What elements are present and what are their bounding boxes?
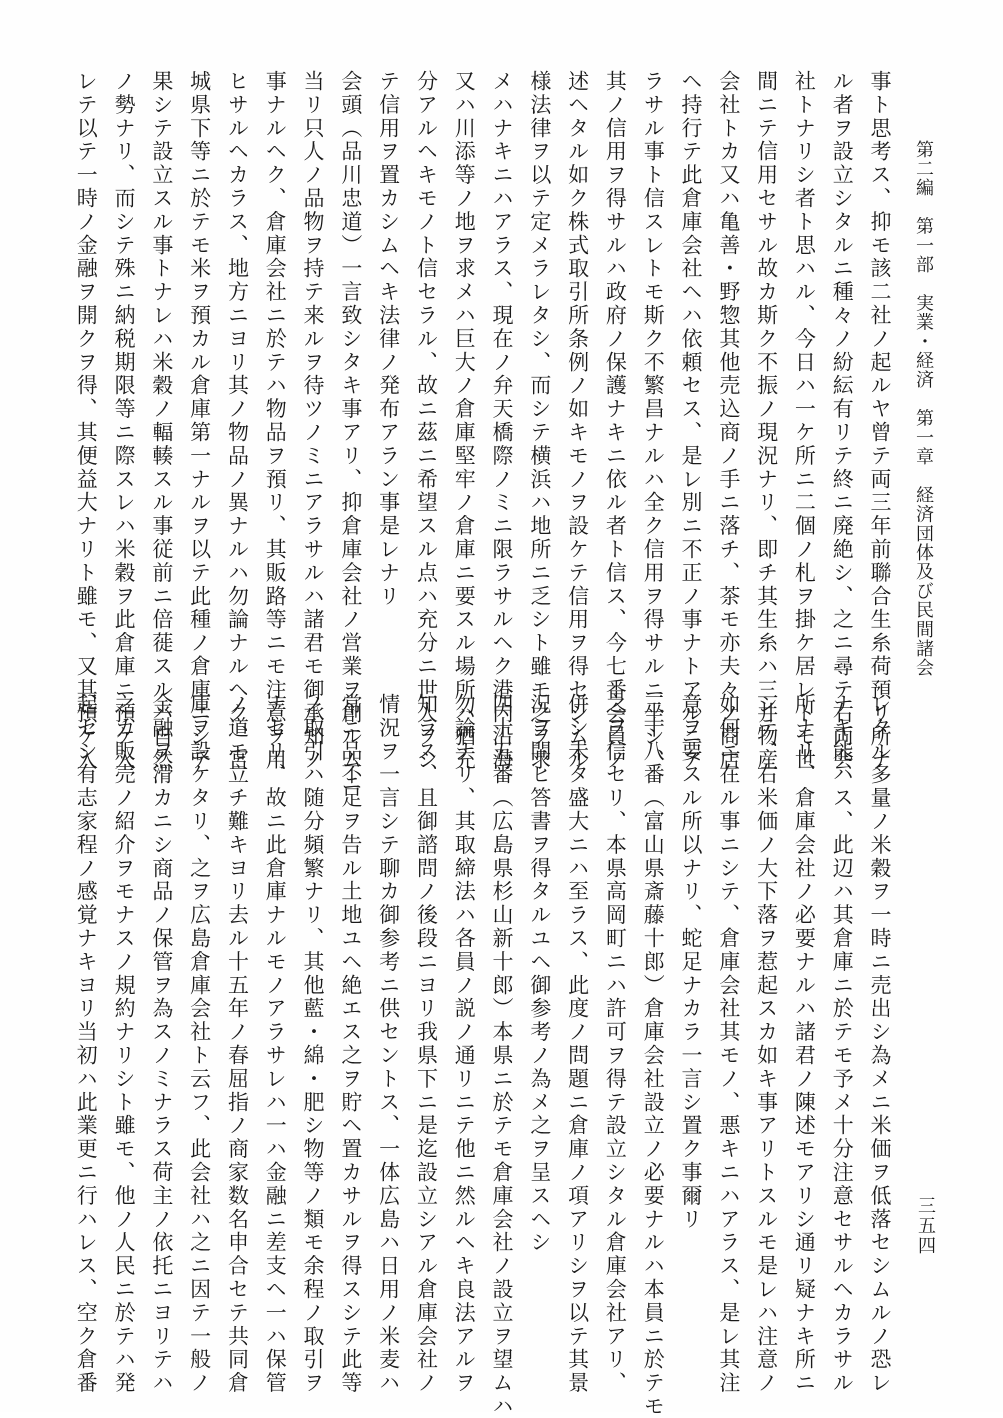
text-column: 又ハ川添等ノ地ヲ求メハ巨大ノ倉庫堅牢ノ倉庫ニ要スル場所ハ猶充 — [452, 70, 477, 772]
text-column: ル者ヲ設立シタルニ種々ノ紛紜有リテ終ニ廃絶シ、之ニ尋テ右両会 — [830, 70, 855, 772]
text-column: 城県下等ニ於テモ米ヲ預カル倉庫第一ナルヲ以テ此種ノ倉庫ニシテ — [187, 70, 212, 772]
text-column: ナキ能ハス、此辺ハ其倉庫ニ於テモ予メ十分注意セサルヘカラサル — [830, 693, 855, 1395]
text-column: 会頭（品川忠道）一言致シタキ事アリ、抑倉庫会社ノ営業ヲ創ルムニ — [338, 70, 363, 796]
text-column: 之ヲ信セリ、本県高岡町ニハ許可ヲ得テ設立シタル倉庫会社アリ、 — [603, 693, 628, 1395]
lower-text-block — [74, 693, 898, 1418]
text-column: 併シ未タ盛大ニハ至ラス、此度ノ問題ニ倉庫ノ項アリシヲ以テ其景 — [565, 693, 590, 1395]
text-column: ノ取引ハ随分頻繁ナリ、其他藍・綿・肥シ物等ノ類モ余程ノ取引ヲ — [301, 693, 326, 1395]
text-column: レタル多量ノ米穀ヲ一時ニ売出シ為メニ米価ヲ低落セシムルノ恐レ — [868, 693, 892, 1395]
text-column: 事ナルヘク、倉庫会社ニ於テハ物品ヲ預リ、其販路等ニモ注意ヲ用 — [263, 70, 288, 772]
text-column: 起セシ有志家程ノ感覚ナキヨリ当初ハ此業更ニ行ハレス、空ク倉番 — [74, 693, 99, 1395]
text-column: 社トナリシ者ト思ハル、今日ハ一ケ所ニ二個ノ札ヲ掛ケ居レトモ世 — [792, 70, 817, 772]
text-column: テ信用ヲ置カシムヘキ法律ノ発布アラン事是レナリ — [376, 70, 401, 609]
text-column: 当リ只人ノ品物ヲ持テ来ルヲ待ツノミニアラサルハ諸君モ御承知ノ — [301, 70, 326, 772]
text-column: 知ラス、且御諮問ノ後段ニヨリ我県下ニ是迄設立シアル倉庫会社ノ — [414, 693, 439, 1395]
text-column: 庫ヲ設ケタリ、之ヲ広島倉庫会社ト云フ、此会社ハ之ニ因テ一般ノ — [187, 693, 212, 1395]
text-column: ナセリ、故ニ此倉庫ナルモノアラサレハ一ハ金融ニ差支ヘ一ハ保管 — [263, 693, 288, 1395]
text-column: 果シテ設立スル事トナレハ米穀ノ輻輳スル事従前ニ倍蓰スルハ自然 — [149, 70, 174, 772]
text-column: 意ヲ要スル所以ナリ、蛇足ナカラ一言シ置ク事爾リ — [679, 693, 704, 1232]
text-column: 分アルヘキモノト信セラル、故ニ茲ニ希望スル点ハ充分ニ世人ヲシ — [414, 70, 439, 772]
text-column: 会社トカ又ハ亀善・野惣其他売込商ノ手ニ落チ、茶モ亦夫々ノ商店 — [716, 70, 741, 772]
text-column: 情況ヲ一言シテ聊カ御参考ニ供セントス、一体広島ハ日用ノ米麦ハ — [376, 693, 401, 1395]
text-column: シテ、右米価ノ大下落ヲ惹起スカ如キ事アリトスルモ是レハ注意ノ — [754, 693, 779, 1395]
text-column: 金融ヲ滑カニシ商品ノ保管ヲ為スノミナラス荷主ノ依托ニヨリテハ — [149, 693, 174, 1395]
text-column: 間ニテ信用セサル故カ斯ク不振ノ現況ナリ、即チ其生糸ハ三井物産 — [754, 70, 779, 772]
text-column: 況ヲ問ヒ答書ヲ得タルユヘ御参考ノ為メ之ヲ呈スヘシ — [527, 693, 552, 1255]
text-column: 勿論ナリ、其取締法ハ各員ノ説ノ通リニテ他ニ然ルヘキ良法アルヲ — [452, 693, 477, 1395]
text-column: 所ナリ、倉庫会社ノ必要ナルハ諸君ノ陳述モアリシ通リ疑ナキ所ニ — [792, 693, 817, 1395]
running-head: 第二編 第一部 実業・経済 第一章 経済団体及び民間諸会 — [913, 140, 934, 678]
text-column: ヘ持行テ此倉庫会社ヘハ依頼セス、是レ別ニ不正ノ事ナトアルニア — [679, 70, 704, 772]
text-column: 其ノ信用ヲ得サルハ政府ノ保護ナキニ依ル者ト信ス、今七番会員ノ — [603, 70, 628, 772]
text-column: 常ニ品不足ヲ告ル土地ユヘ絶エス之ヲ貯ヘ置カサルヲ得スシテ此等 — [338, 693, 363, 1395]
text-column: ノ勢ナリ、而シテ殊ニ納税期限等ニ際スレハ米穀ヲ此倉庫ニ預ケ入 — [112, 70, 137, 772]
text-column: ラサル事ト信スレトモ斯ク不繁昌ナルハ全ク信用ヲ得サルニ坐シ、 — [641, 70, 666, 772]
text-column: 之カ販売ノ紹介ヲモナスノ規約ナリシト雖モ、他ノ人民ニ於テハ発 — [112, 693, 137, 1395]
text-column: レテ以テ一時ノ金融ヲ開クヲ得、其便益大ナリト雖モ、又其預ケ入 — [74, 70, 99, 772]
text-column: ヒサルヘカラス、地方ニヨリ其ノ物品ノ異ナルハ勿論ナルヘク、宮 — [225, 70, 250, 772]
text-column: 四十五番（広島県杉山新十郎）本県ニ於テモ倉庫会社ノ設立ヲ望ムハ — [490, 693, 515, 1418]
text-column: 述ヘタル如ク株式取引所条例ノ如キモノヲ設ケテ信用ヲ得セシムル — [565, 70, 590, 772]
text-column: 三十八番（富山県斎藤十郎）倉庫会社設立ノ必要ナルハ本員ニ於テモ — [641, 693, 666, 1418]
text-column: 様法律ヲ以テ定メラレタシ、而シテ横浜ハ地所ニ乏シト雖モ之ヲ求 — [527, 70, 552, 772]
page-number: 三五四 — [915, 1196, 936, 1256]
text-column: 事ト思考ス、抑モ該二社ノ起ルヤ曾テ両三年前聯合生糸荷預リ所ナ — [868, 70, 892, 772]
upper-text-block — [74, 70, 898, 796]
text-column: ノ道モ立チ難キヨリ去ル十五年ノ春屈指ノ商家数名申合セテ共同倉 — [225, 693, 250, 1395]
text-column: メハナキニハアラス、現在ノ弁天橋際ノミニ限ラサルヘク港内沿海 — [490, 70, 515, 772]
text-column: 如何ニ在ル事ニシテ、倉庫会社其モノ、悪キニハアラス、是レ其注 — [716, 693, 741, 1395]
